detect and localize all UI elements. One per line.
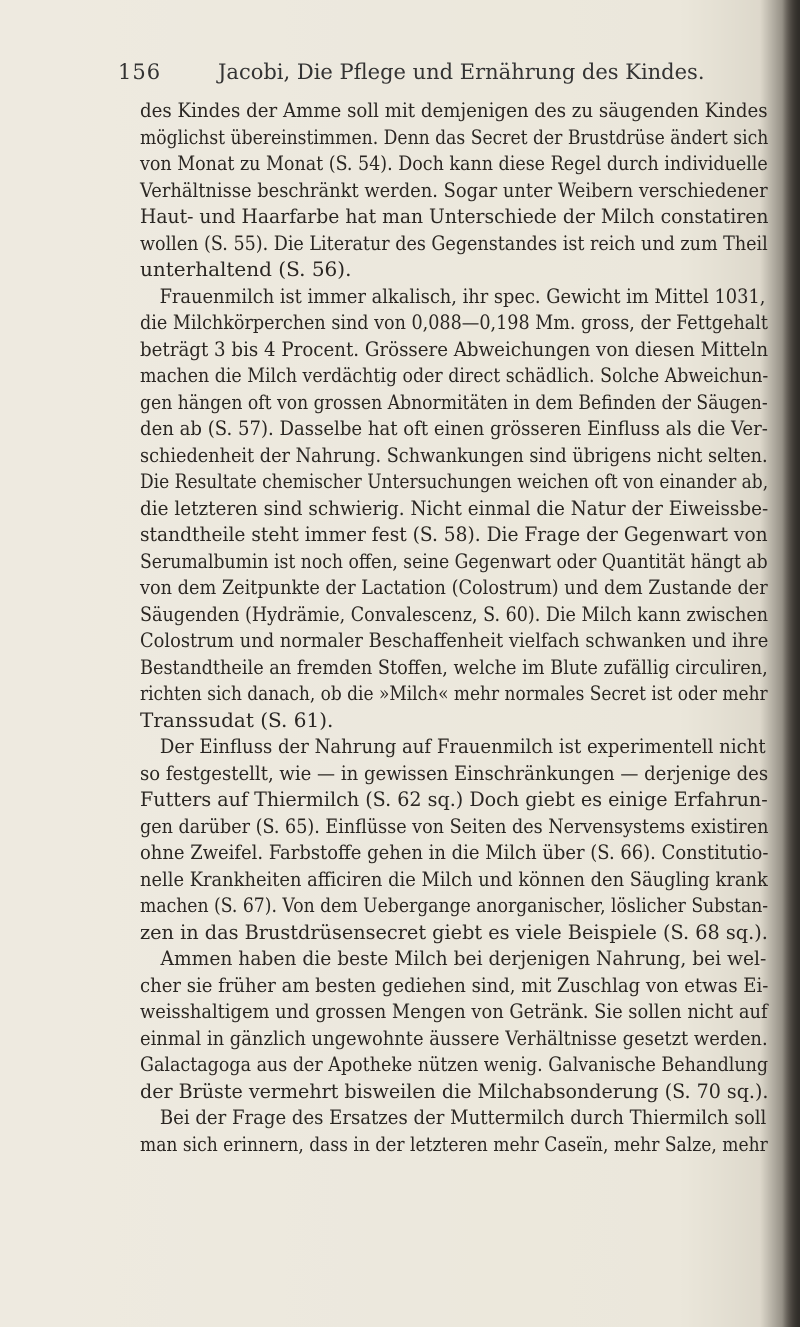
text-line: einmal in gänzlich ungewohnte äussere Verhältnisse gesetzt werden. bbox=[140, 1025, 768, 1050]
text-line: Ammen haben die beste Milch bei derjenigen Nahrung, bei wel- bbox=[160, 946, 767, 970]
text-line: machen (S. 67). Von dem Uebergange anorganischer, löslicher Substan- bbox=[140, 893, 769, 917]
text-line: schiedenheit der Nahrung. Schwankungen sind übrigens nicht selten. bbox=[140, 442, 768, 467]
text-line: Die Resultate chemischer Untersuchungen weichen oft von einander ab, bbox=[140, 469, 769, 493]
text-line: des Kindes der Amme soll mit demjenigen des zu säugenden Kindes bbox=[140, 98, 768, 122]
text-line: die letzteren sind schwierig. Nicht einmal die Natur der Eiweissbe- bbox=[140, 495, 769, 520]
text-line: man sich erinnern, dass in der letzteren mehr Caseïn, mehr Salze, mehr bbox=[140, 1131, 768, 1156]
text-line: zen in das Brustdrüsensecret giebt es viele Beispiele (S. 68 sq.). bbox=[140, 919, 768, 944]
text-line: gen hängen oft von grossen Abnormitäten in dem Befinden der Säugen- bbox=[140, 389, 768, 414]
text-line: von dem Zeitpunkte der Lactation (Colostrum) und dem Zustande der bbox=[140, 575, 768, 599]
text-line: cher sie früher am besten gediehen sind, mit Zuschlag von etwas Ei- bbox=[140, 972, 769, 997]
text-line: den ab (S. 57). Dasselbe hat oft einen grösseren Einfluss als die Ver- bbox=[140, 416, 768, 440]
text-line: unterhaltend (S. 56). bbox=[140, 257, 352, 281]
text-line: Galactagoga aus der Apotheke nützen wenig. Galvanische Behandlung bbox=[140, 1052, 769, 1076]
text-line: der Brüste vermehrt bisweilen die Milchabsonderung (S. 70 sq.). bbox=[140, 1078, 769, 1103]
text-line: richten sich danach, ob die »Milch« mehr normales Secret ist oder mehr bbox=[140, 681, 768, 705]
text-line: machen die Milch verdächtig oder direct schädlich. Solche Abweichun- bbox=[140, 363, 769, 387]
text-line: Frauenmilch ist immer alkalisch, ihr spec. Gewicht im Mittel 1031, bbox=[159, 283, 766, 308]
text-line: Der Einfluss der Nahrung auf Frauenmilch ist experimentell nicht bbox=[159, 734, 766, 758]
body-text bbox=[140, 97, 768, 1157]
text-line: Futters auf Thiermilch (S. 62 sq.) Doch giebt es einige Erfahrun- bbox=[140, 787, 768, 811]
text-line: Verhältnisse beschränkt werden. Sogar unter Weibern verschiedener bbox=[140, 177, 768, 202]
text-line: Haut- und Haarfarbe hat man Unterschiede der Milch constatiren bbox=[140, 204, 769, 228]
text-line: die Milchkörperchen sind von 0,088—0,198 Mm. gross, der Fettgehalt bbox=[140, 310, 768, 334]
text-line: weisshaltigem und grossen Mengen von Getränk. Sie sollen nicht auf bbox=[140, 999, 768, 1023]
text-line: gen darüber (S. 65). Einflüsse von Seiten des Nervensystems existiren bbox=[140, 813, 769, 838]
text-line: wollen (S. 55). Die Literatur des Gegenstandes ist reich und zum Theil bbox=[140, 230, 768, 255]
text-line: beträgt 3 bis 4 Procent. Grössere Abweichungen von diesen Mitteln bbox=[140, 336, 769, 361]
text-line: ohne Zweifel. Farbstoffe gehen in die Milch über (S. 66). Constitutio- bbox=[140, 840, 769, 864]
text-line: Transsudat (S. 61). bbox=[140, 707, 334, 732]
running-title: Jacobi, Die Pflege und Ernährung des Kindes. bbox=[218, 60, 705, 84]
text-line: Bei der Frage des Ersatzes der Muttermilch durch Thiermilch soll bbox=[159, 1105, 767, 1129]
page-number: 156 bbox=[118, 60, 162, 84]
text-line: nelle Krankheiten afficiren die Milch und können den Säugling krank bbox=[140, 866, 768, 891]
text-line: von Monat zu Monat (S. 54). Doch kann diese Regel durch individuelle bbox=[140, 151, 768, 175]
text-line: Serumalbumin ist noch offen, seine Gegenwart oder Quantität hängt ab bbox=[140, 548, 768, 573]
text-line: Säugenden (Hydrämie, Convalescenz, S. 60). Die Milch kann zwischen bbox=[140, 601, 769, 626]
page-gutter-shadow bbox=[782, 0, 800, 1327]
text-line: standtheile steht immer fest (S. 58). Die Frage der Gegenwart von bbox=[140, 522, 768, 546]
text-line: Colostrum und normaler Beschaffenheit vielfach schwanken und ihre bbox=[140, 628, 769, 652]
text-line: möglichst übereinstimmen. Denn das Secret der Brustdrüse ändert sich bbox=[140, 124, 769, 149]
text-line: so festgestellt, wie — in gewissen Einschränkungen — derjenige des bbox=[140, 760, 769, 785]
text-line: Bestandtheile an fremden Stoffen, welche im Blute zufällig circuliren, bbox=[140, 654, 768, 679]
